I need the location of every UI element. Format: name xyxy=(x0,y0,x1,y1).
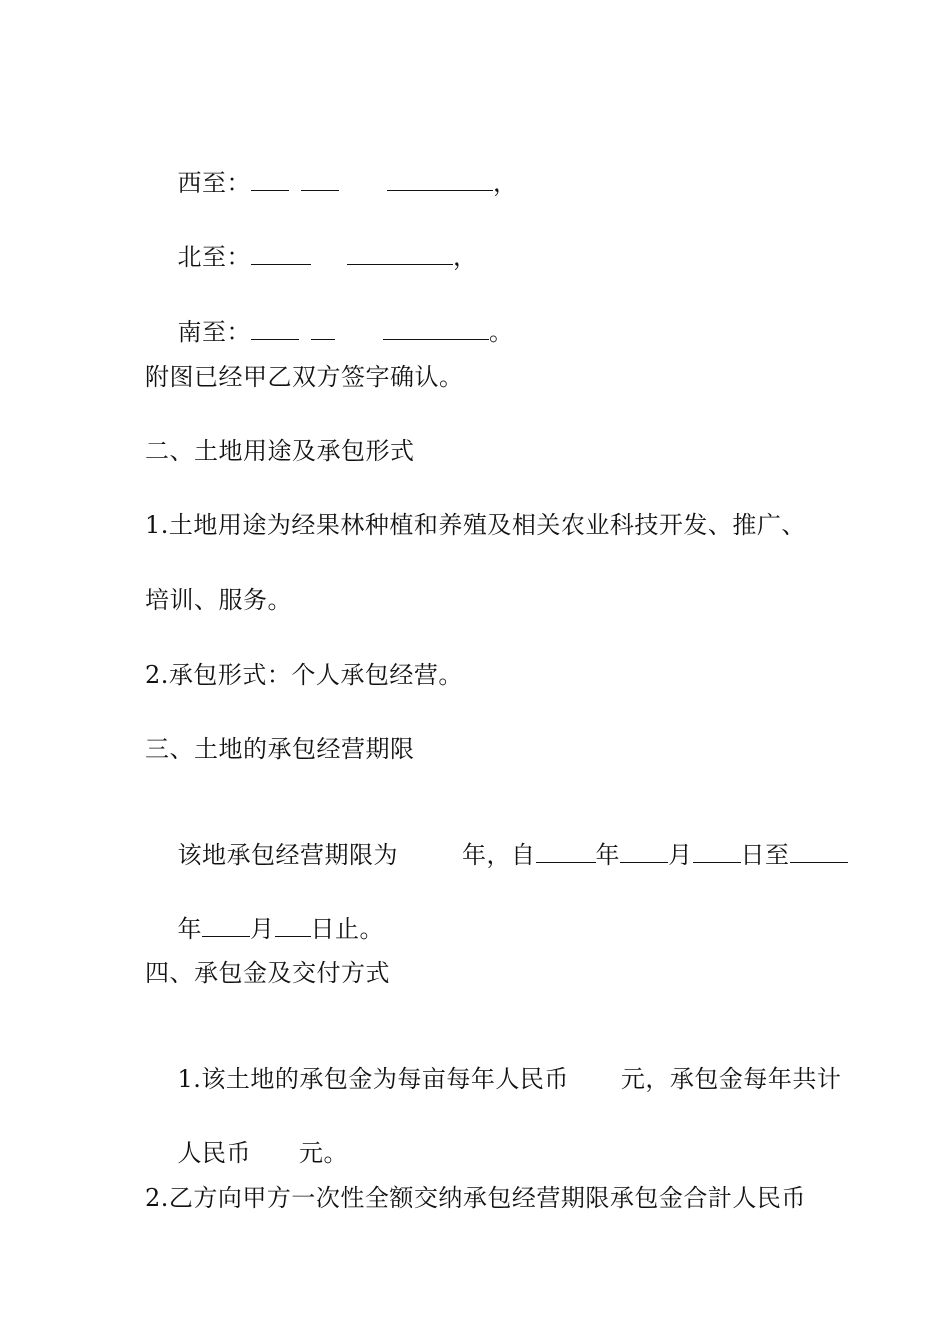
term-m2: 月 xyxy=(250,915,275,943)
fee-prefix: 1.该土地的承包金为每亩每年人民币 xyxy=(177,1065,569,1093)
blank-field[interactable] xyxy=(383,317,489,340)
blank-field[interactable] xyxy=(347,242,453,265)
blank-field[interactable] xyxy=(387,168,493,191)
boundary-south-end: 。 xyxy=(489,318,514,346)
blank-field[interactable] xyxy=(251,242,311,265)
term-y2: 年 xyxy=(177,915,203,943)
blank-field[interactable] xyxy=(311,317,335,340)
blank-field[interactable] xyxy=(251,317,299,340)
fee-mid: 元，承包金每年共计 xyxy=(620,1065,842,1093)
term-y1: 年 xyxy=(595,841,621,869)
term-prefix: 该地承包经营期限为 xyxy=(177,841,399,869)
map-confirm-text: 附图已经甲乙双方签字确认。 xyxy=(145,363,464,391)
term-m1: 月 xyxy=(668,841,693,869)
boundary-west-label: 西至： xyxy=(177,169,252,197)
blank-field[interactable] xyxy=(790,840,848,863)
section-2-item-1-line-a: 1.土地用途为经果林种植和养殖及相关农业科技开发、推广、 xyxy=(145,511,806,539)
blank-field[interactable] xyxy=(202,914,250,937)
blank-field[interactable] xyxy=(301,168,339,191)
blank-field[interactable] xyxy=(693,840,741,863)
blank-field[interactable] xyxy=(536,840,596,863)
fee-b-prefix: 人民币 xyxy=(177,1139,252,1167)
boundary-west-end: ， xyxy=(493,169,518,197)
term-d1: 日至 xyxy=(740,841,790,869)
boundary-north-label: 北至： xyxy=(177,243,252,271)
section-4-item-2: 2.乙方向甲方一次性全额交纳承包经营期限承包金合計人民币 xyxy=(145,1184,806,1212)
section-2-title: 二、土地用途及承包形式 xyxy=(145,437,415,465)
blank-field[interactable] xyxy=(275,914,311,937)
blank-field[interactable] xyxy=(620,840,668,863)
section-2-item-2: 2.承包形式：个人承包经营。 xyxy=(145,661,463,689)
blank-field[interactable] xyxy=(251,168,289,191)
boundary-north-end: ， xyxy=(453,243,478,271)
section-2-item-1-line-b: 培训、服务。 xyxy=(145,586,292,614)
boundary-south-label: 南至： xyxy=(177,318,252,346)
section-3-title: 三、土地的承包经营期限 xyxy=(145,735,415,763)
term-year-from: 年，自 xyxy=(462,841,536,869)
fee-b-end: 元。 xyxy=(299,1139,349,1167)
section-4-title: 四、承包金及交付方式 xyxy=(145,959,390,987)
term-end: 日止。 xyxy=(310,915,385,943)
